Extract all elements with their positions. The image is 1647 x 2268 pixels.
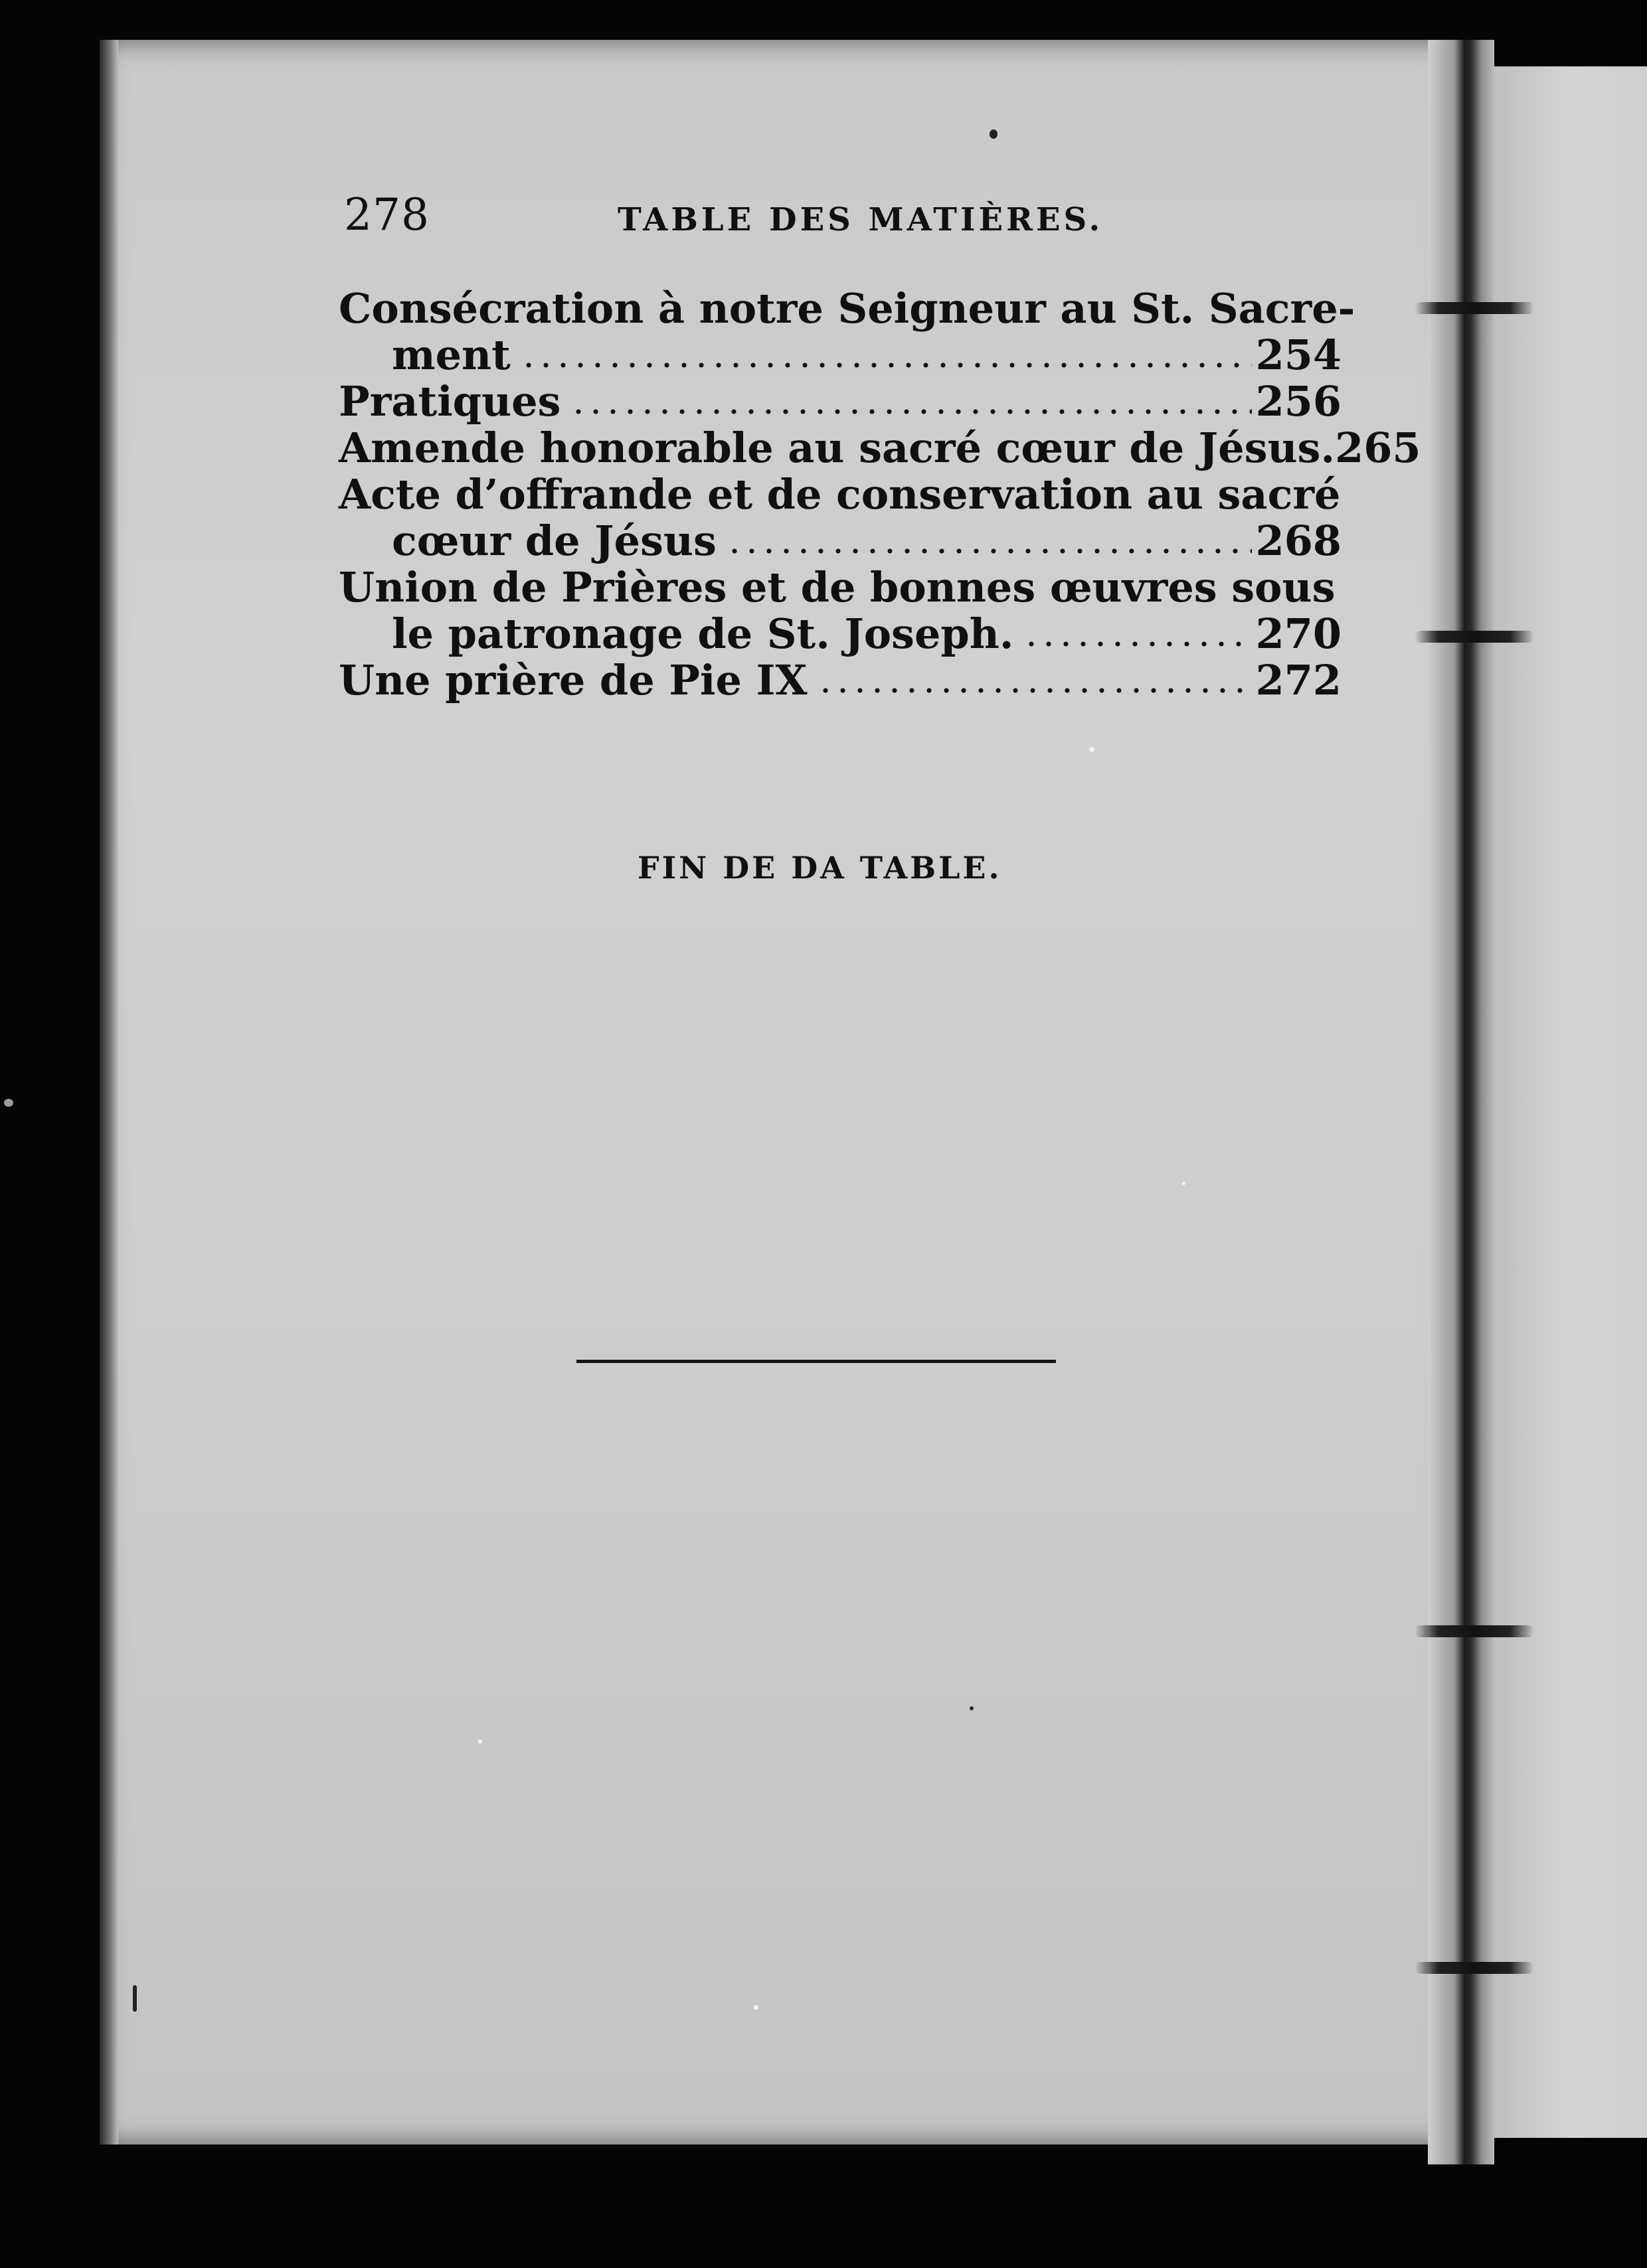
toc-entry-line [339,424,1421,472]
toc-page-number: 270 [1255,609,1342,658]
toc-entry-line [339,518,1342,564]
ink-speck [990,129,997,139]
toc-page-number: 256 [1255,377,1342,426]
toc-entry-line [339,471,1342,518]
toc-entry-text: le patronage de St. Joseph. [392,609,1014,658]
ink-speck [970,1706,974,1710]
dot-leader [1023,641,1251,647]
toc-page-number: 265 [1335,424,1421,472]
toc-page-number: 272 [1255,656,1342,704]
toc-entry-text: Union de Prières et de bonnes œuvres sous [339,563,1336,611]
binding-stitch [1415,302,1534,314]
running-title: TABLE DES MATIÈRES. [618,201,1104,238]
end-of-table-note: FIN DE DA TABLE. [638,850,1002,886]
binding-stitch [1415,631,1534,643]
page-edge [100,40,118,2145]
ink-speck [133,1985,137,2012]
toc-entry-text: ment [392,331,511,379]
toc-entry-text: Consécration à notre Seigneur au St. Sacre- [339,284,1355,333]
page-number: 278 [344,189,430,240]
dot-leader [520,363,1252,368]
toc-entry-line [339,378,1342,425]
running-head [344,189,1274,242]
binding-stitch [1415,1962,1534,1974]
toc-entry-text: cœur de Jésus [392,517,717,565]
toc-entry-text: Pratiques [339,377,561,426]
scan-speck [478,1740,482,1743]
toc-entry-line [339,657,1342,704]
toc-entry-line [339,284,1355,333]
toc-entry-line [339,332,1342,378]
scan-speck [754,2005,758,2010]
facing-page [1494,66,1647,2138]
toc-entry-text: Une prière de Pie IX [339,656,808,704]
binding-stitch [1415,1625,1534,1637]
toc-page-number: 268 [1255,517,1342,565]
book-gutter [1428,40,1494,2164]
toc-entry-line [339,564,1342,611]
toc-entry-line [339,611,1342,657]
toc-entry-text: Amende honorable au sacré cœur de Jésus. [339,424,1336,472]
toc-entry-text: Acte d’offrande et de conservation au sacré [339,470,1341,519]
dot-leader [570,409,1251,414]
scan-speck [1182,1182,1185,1185]
toc-page-number: 254 [1255,331,1342,379]
dot-leader [726,548,1252,554]
dot-leader [817,688,1252,693]
scan-speck [4,1099,13,1107]
scan-speck [1089,747,1094,752]
table-of-contents [339,284,1421,704]
horizontal-rule [576,1360,1056,1363]
